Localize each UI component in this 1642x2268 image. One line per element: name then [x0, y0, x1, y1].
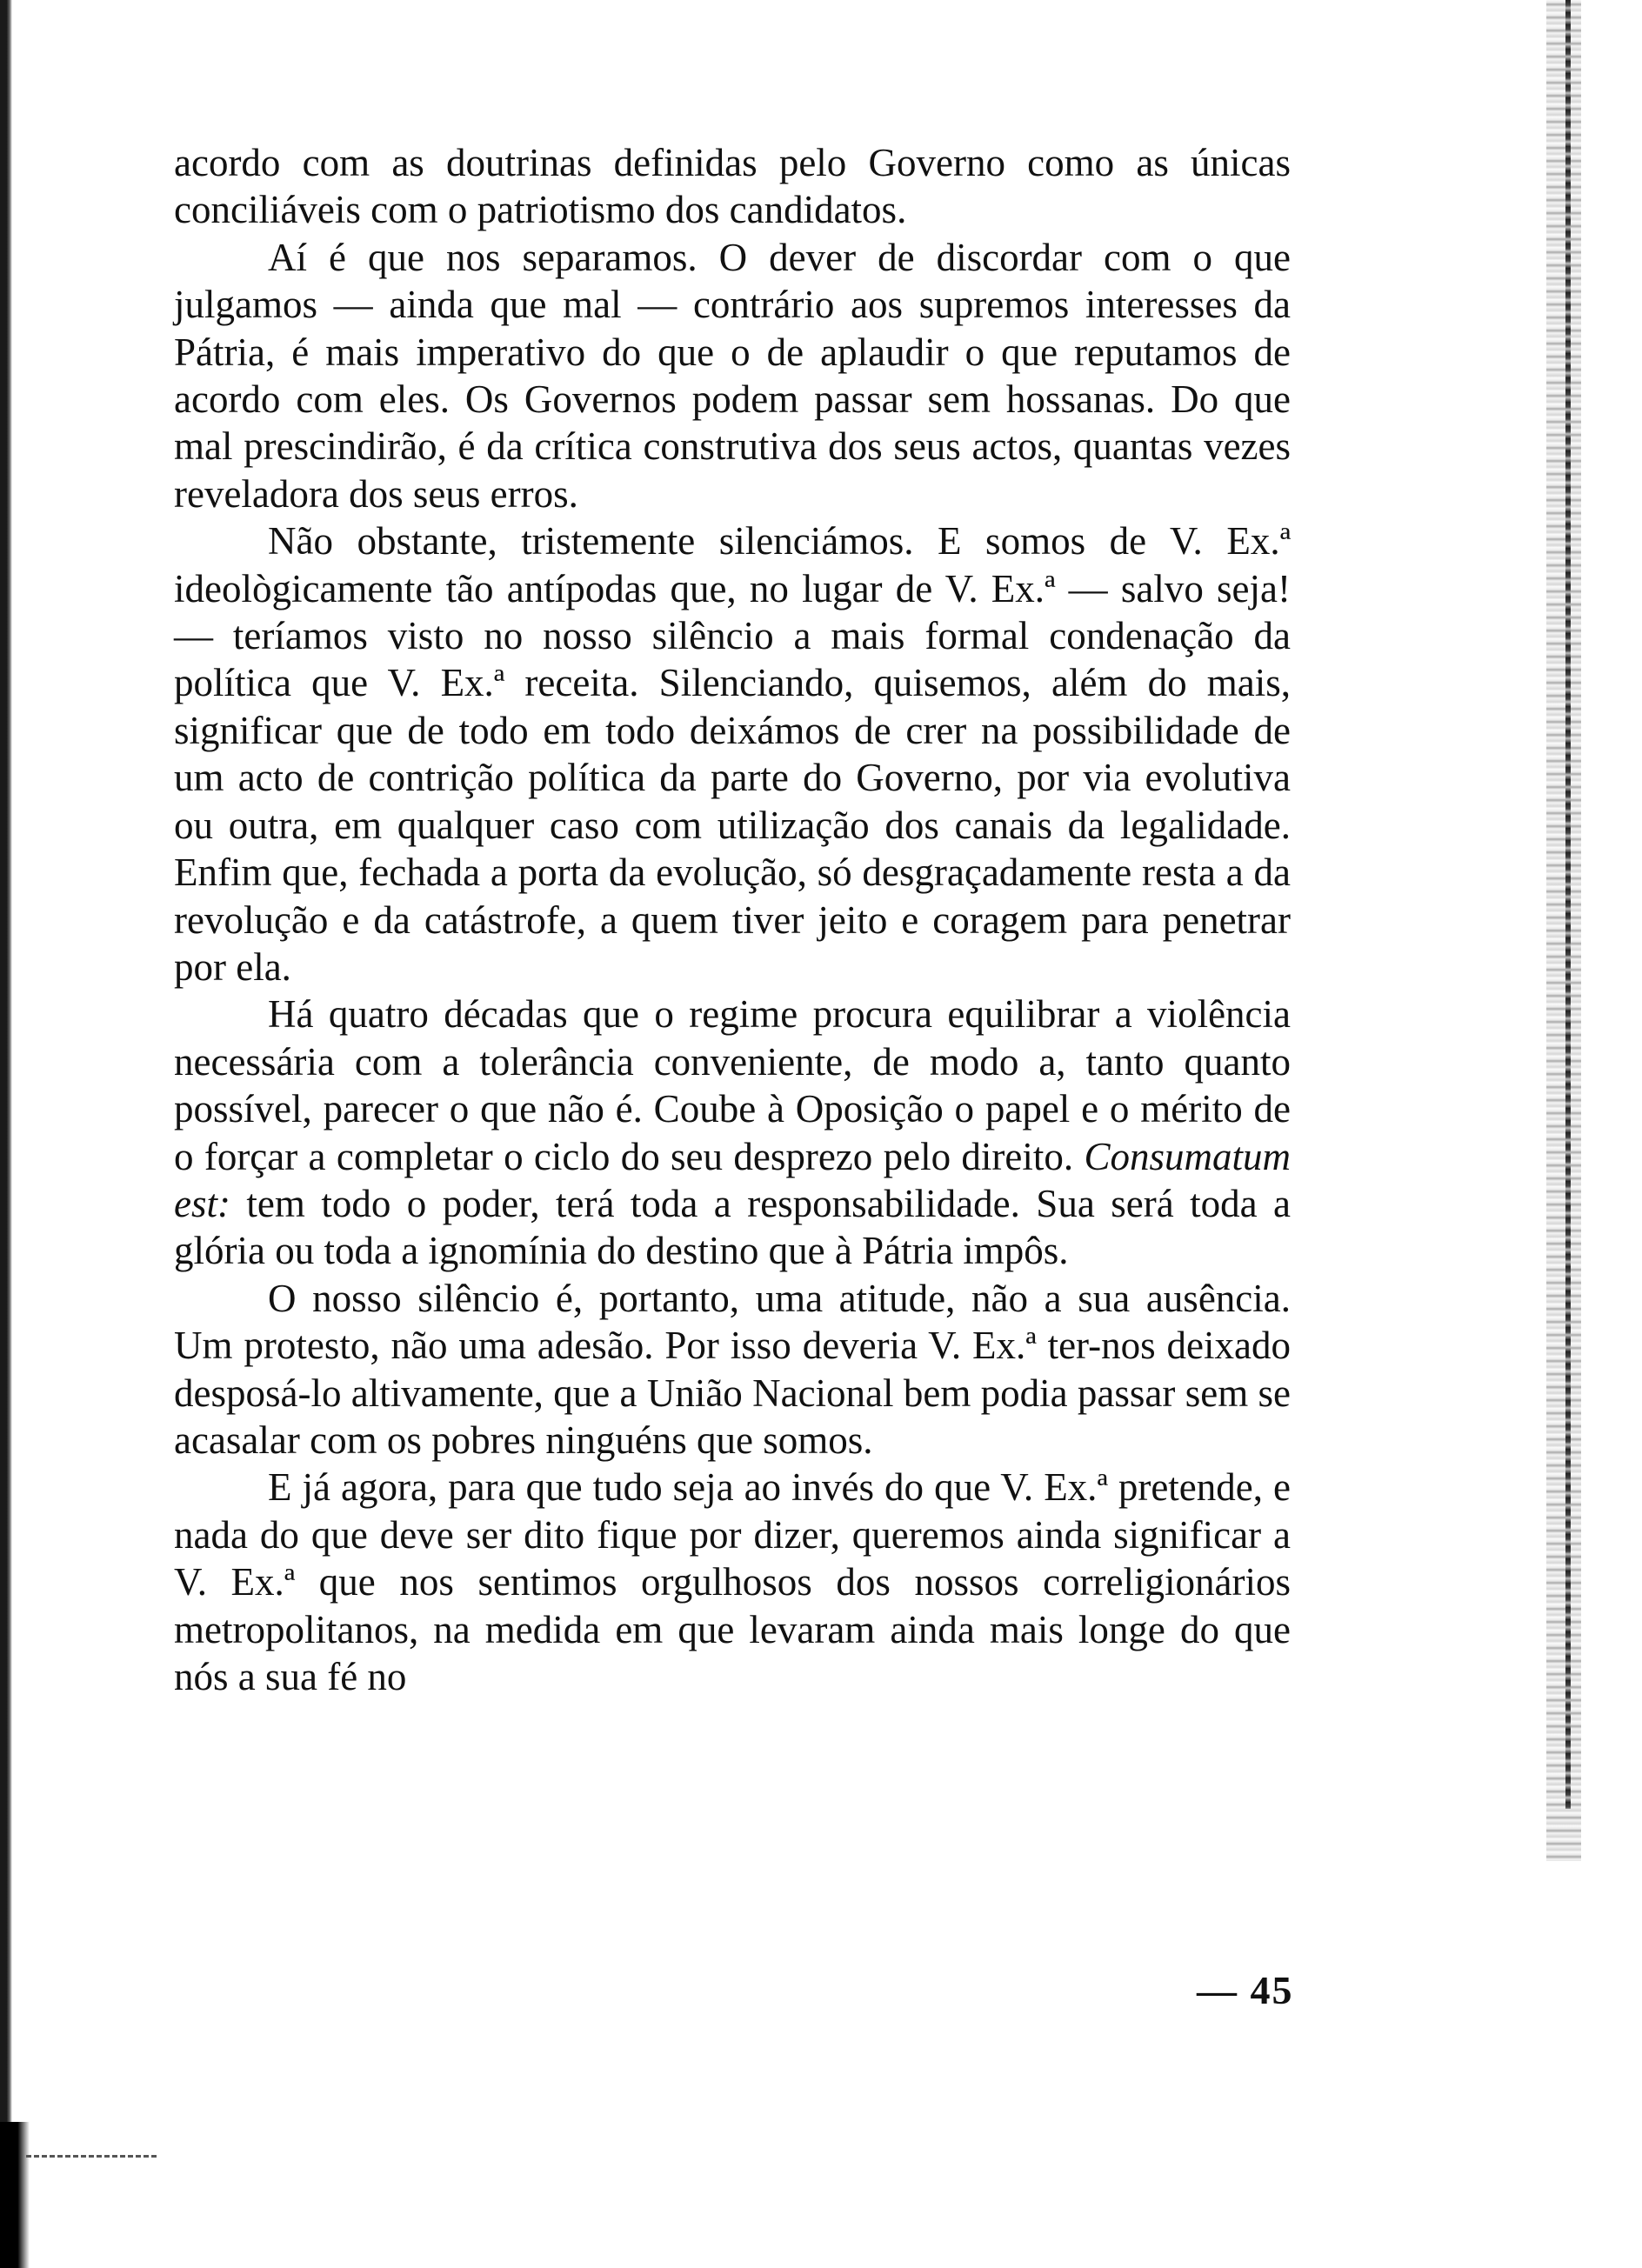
scan-right-binding-core — [1565, 0, 1571, 1809]
scan-left-edge-shadow — [0, 2122, 30, 2268]
scan-left-edge — [0, 0, 12, 2268]
paragraph-4-latin-phrase: Consumatum est: — [174, 1134, 1291, 1225]
paragraph-5: O nosso silêncio é, portanto, uma atitude, não a sua ausência. Um protesto, não uma adesão. Por isso deveria V. Ex.ª ter-nos deixado desposá-lo altivamente, que a União Nacional bem podia passar sem se acasalar com os pobres ninguéns que somos. — [174, 1276, 1291, 1462]
paragraph-6: E já agora, para que tudo seja ao invés do que V. Ex.ª pretende, e nada do que deve ser dito fique por dizer, queremos ainda significar a V. Ex.ª que nos sentimos orgulhosos dos nossos correligionários metropolitanos, na medida em que levaram ainda mais longe do que nós a sua fé no — [174, 1465, 1291, 1698]
page-text-body — [174, 139, 1291, 1700]
paragraph-2: Aí é que nos separamos. O dever de discordar com o que julgamos — ainda que mal — contrário aos supremos interesses da Pátria, é mais imperativo do que o de aplaudir o que reputamos de acordo com eles. Os Governos podem passar sem hossanas. Do que mal prescindirão, é da crítica construtiva dos seus actos, quantas vezes reveladora dos seus erros. — [174, 235, 1291, 516]
scan-bottom-mark — [26, 2155, 157, 2163]
paragraph-3: Não obstante, tristemente silenciámos. E somos de V. Ex.ª ideològicamente tão antípodas que, no lugar de V. Ex.ª — salvo seja! — teríamos visto no nosso silêncio a mais formal condenação da política que V. Ex.ª receita. Silenciando, quisemos, além do mais, significar que de todo em todo deixámos de crer na possibilidade de um acto de contrição política da parte do Governo, por via evolutiva ou outra, em qualquer caso com utilização dos canais da legalidade. Enfim que, fechada a porta da evolução, só desgraçadamente resta a da revolução e da catástrofe, a quem tiver jeito e coragem para penetrar por ela. — [174, 519, 1291, 989]
paragraph-1: acordo com as doutrinas definidas pelo Governo como as únicas conciliáveis com o patriotismo dos candidatos. — [174, 141, 1291, 232]
paragraph-4-text-before: Há quatro décadas que o regime procura equilibrar a violência necessária com a tolerância conveniente, de modo a, tanto quanto possível, parecer o que não é. Coube à Oposição o papel e o mérito de o forçar a completar o ciclo do seu desprezo pelo direito. — [174, 992, 1291, 1178]
paragraph-4 — [174, 991, 1291, 1274]
scan-right-binding — [1546, 0, 1581, 1861]
paragraph-4-text-after: tem todo o poder, terá toda a responsabilidade. Sua será toda a glória ou toda a ignomínia do destino que à Pátria impôs. — [174, 1181, 1291, 1273]
page-number: — 45 — [1197, 1968, 1294, 2012]
